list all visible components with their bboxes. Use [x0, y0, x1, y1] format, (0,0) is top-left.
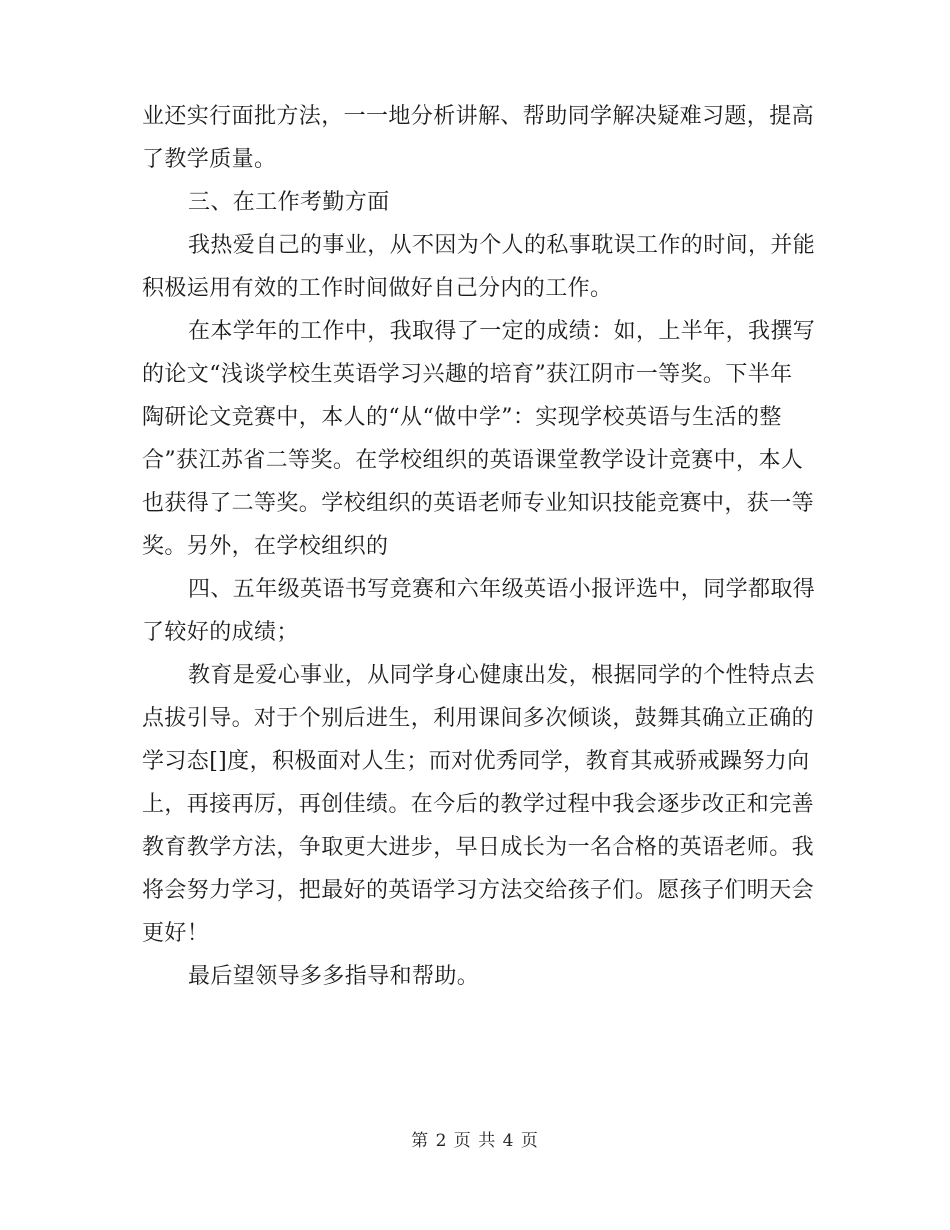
paragraph-line: 在本学年的工作中，我取得了一定的成绩：如，上半年，我撰写	[188, 319, 816, 344]
paragraph-line: 陶研论文竞赛中，本人的“从“做中学”：实现学校英语与生活的整	[142, 405, 782, 430]
paragraph-line: 更好！	[142, 921, 210, 946]
paragraph-line: 了较好的成绩；	[142, 620, 299, 645]
paragraph-line: 学习态[]度，积极面对人生；而对优秀同学，教育其戒骄戒躁努力向	[142, 749, 810, 774]
paragraph-line: 上，再接再厉，再创佳绩。在今后的教学过程中我会逐步改正和完善	[142, 792, 815, 817]
paragraph-line: 最后望领导多多指导和帮助。	[188, 964, 480, 989]
paragraph-line: 奖。另外，在学校组织的	[142, 534, 389, 559]
document-body	[142, 95, 816, 998]
section-heading: 三、在工作考勤方面	[188, 190, 390, 215]
paragraph-line: 的论文“浅谈学校生英语学习兴趣的培育”获江阴市一等奖。下半年	[142, 362, 793, 387]
paragraph-line: 教育是爱心事业，从同学身心健康出发，根据同学的个性特点去	[188, 663, 816, 688]
paragraph-line: 将会努力学习，把最好的英语学习方法交给孩子们。愿孩子们明天会	[142, 878, 815, 903]
paragraph-line: 了教学质量。	[142, 147, 277, 172]
paragraph-line: 积极运用有效的工作时间做好自己分内的工作。	[142, 276, 613, 301]
paragraph-line: 教育教学方法，争取更大进步，早日成长为一名合格的英语老师。我	[142, 835, 815, 860]
paragraph-line: 合”获江苏省二等奖。在学校组织的英语课堂教学设计竞赛中，本人	[142, 448, 804, 473]
paragraph-line: 我热爱自己的事业，从不因为个人的私事耽误工作的时间，并能	[188, 233, 816, 258]
page-number-footer: 第 2 页 共 4 页	[411, 1131, 539, 1151]
paragraph-line: 也获得了二等奖。学校组织的英语老师专业知识技能竞赛中，获一等	[142, 491, 815, 516]
section-heading: 四、五年级英语书写竞赛和六年级英语小报评选中，同学都取得	[188, 577, 816, 602]
paragraph-line: 点拔引导。对于个别后进生，利用课间多次倾谈，鼓舞其确立正确的	[142, 706, 815, 731]
paragraph-line: 业还实行面批方法，一一地分析讲解、帮助同学解决疑难习题，提高	[142, 104, 815, 129]
